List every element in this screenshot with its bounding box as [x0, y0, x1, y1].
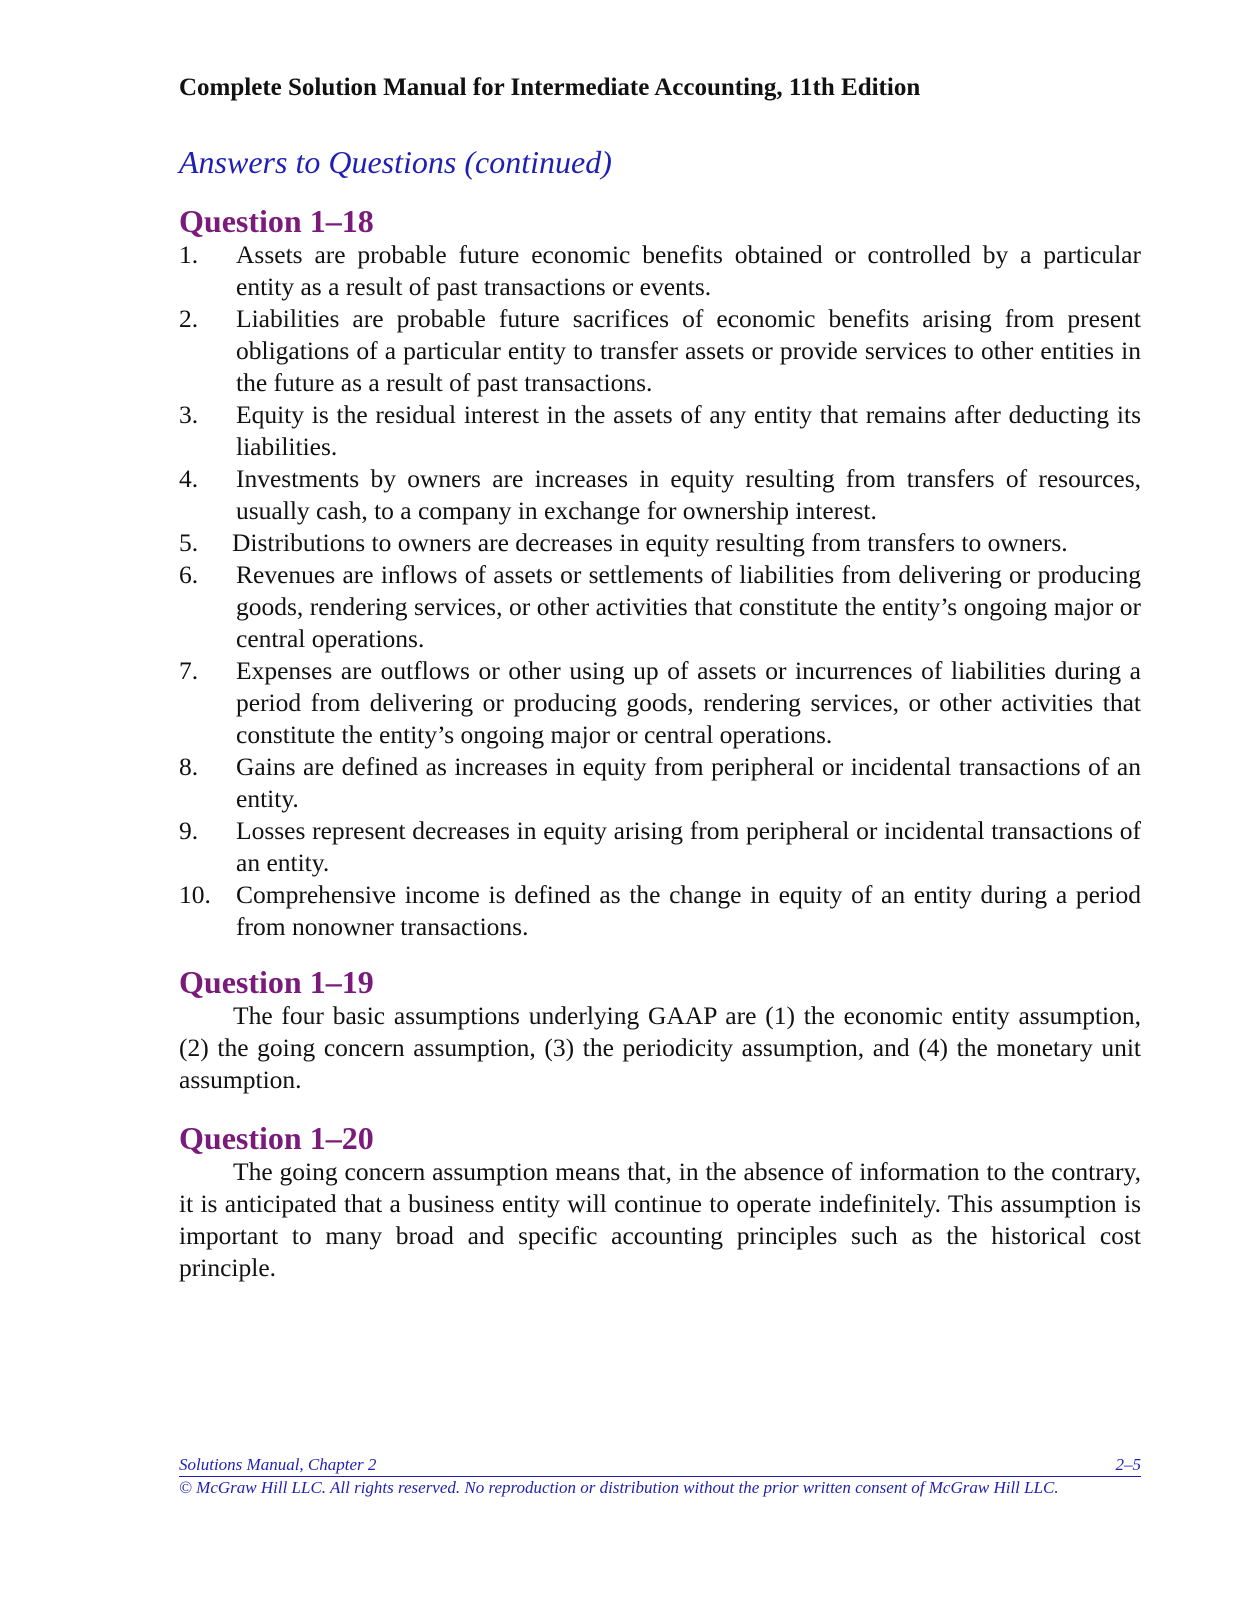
question-1-18: [179, 203, 1141, 943]
item-number: 5.: [179, 528, 199, 557]
list-item: [179, 815, 1141, 879]
list-item: [179, 303, 1141, 399]
question-1-20: [179, 1120, 1141, 1284]
item-text: Revenues are inflows of assets or settlements of liabilities from delivering or producing goods, rendering services, or other activities that constitute the entity’s ongoing major or central operations.: [236, 560, 1141, 653]
item-number: 8.: [179, 752, 199, 781]
question-title: Question 1–18: [179, 203, 374, 239]
answer-paragraph: The four basic assumptions underlying GAAP are (1) the economic entity assumption, (2) the going concern assumption, (3) the periodicity assumption, and (4) the monetary unit assumption.: [179, 1001, 1141, 1094]
item-number: 4.: [179, 464, 199, 493]
item-number: 2.: [179, 304, 199, 333]
list-item: [179, 399, 1141, 463]
book-title: Complete Solution Manual for Intermediate Accounting, 11th Edition: [179, 74, 921, 101]
page-footer: [179, 1454, 1141, 1499]
item-text: Liabilities are probable future sacrifices of economic benefits arising from present obligations of a particular entity to transfer assets or provide services to other entities in the future as a result of past transactions.: [236, 304, 1141, 397]
list-item: [179, 751, 1141, 815]
item-text: Comprehensive income is defined as the change in equity of an entity during a period from nonowner transactions.: [236, 880, 1141, 941]
item-number: 1.: [179, 240, 199, 269]
answer-paragraph: The going concern assumption means that, in the absence of information to the contrary, it is anticipated that a business entity will continue to operate indefinitely. This assumption is important to many broad and specific accounting principles such as the historical cost principle.: [179, 1157, 1141, 1282]
list-item: [179, 559, 1141, 655]
list-item: [179, 239, 1141, 303]
list-item: [179, 527, 1141, 559]
item-text: Investments by owners are increases in equity resulting from transfers of resources, usually cash, to a company in exchange for ownership interest.: [236, 464, 1141, 525]
item-text: Equity is the residual interest in the assets of any entity that remains after deducting its liabilities.: [236, 400, 1141, 461]
footer-row: [179, 1454, 1141, 1476]
item-number: 9.: [179, 816, 199, 845]
item-number: 10.: [179, 880, 211, 909]
copyright-notice: © McGraw Hill LLC. All rights reserved. No reproduction or distribution without the prior written consent of McGraw Hill LLC.: [179, 1478, 1059, 1497]
footer-chapter: Solutions Manual, Chapter 2: [179, 1455, 377, 1474]
item-text: Distributions to owners are decreases in equity resulting from transfers to owners.: [232, 528, 1068, 557]
question-1-19: [179, 964, 1141, 1096]
item-text: Assets are probable future economic benefits obtained or controlled by a particular entity as a result of past transactions or events.: [236, 240, 1141, 301]
page-number: 2–5: [1115, 1455, 1141, 1474]
item-number: 3.: [179, 400, 199, 429]
item-number: 6.: [179, 560, 199, 589]
section-heading: Answers to Questions (continued): [179, 144, 612, 180]
item-text: Gains are defined as increases in equity from peripheral or incidental transactions of an entity.: [236, 752, 1141, 813]
document-page: [179, 0, 1141, 1600]
question-title: Question 1–20: [179, 1120, 374, 1156]
list-item: [179, 655, 1141, 751]
answer-list: [179, 239, 1141, 943]
list-item: [179, 463, 1141, 527]
item-number: 7.: [179, 656, 199, 685]
question-title: Question 1–19: [179, 964, 374, 1000]
item-text: Losses represent decreases in equity arising from peripheral or incidental transactions of an entity.: [236, 816, 1141, 877]
item-text: Expenses are outflows or other using up of assets or incurrences of liabilities during a period from delivering or producing goods, rendering services, or other activities that constitute the entity’s ongoing major or central operations.: [236, 656, 1141, 749]
list-item: [179, 879, 1141, 943]
